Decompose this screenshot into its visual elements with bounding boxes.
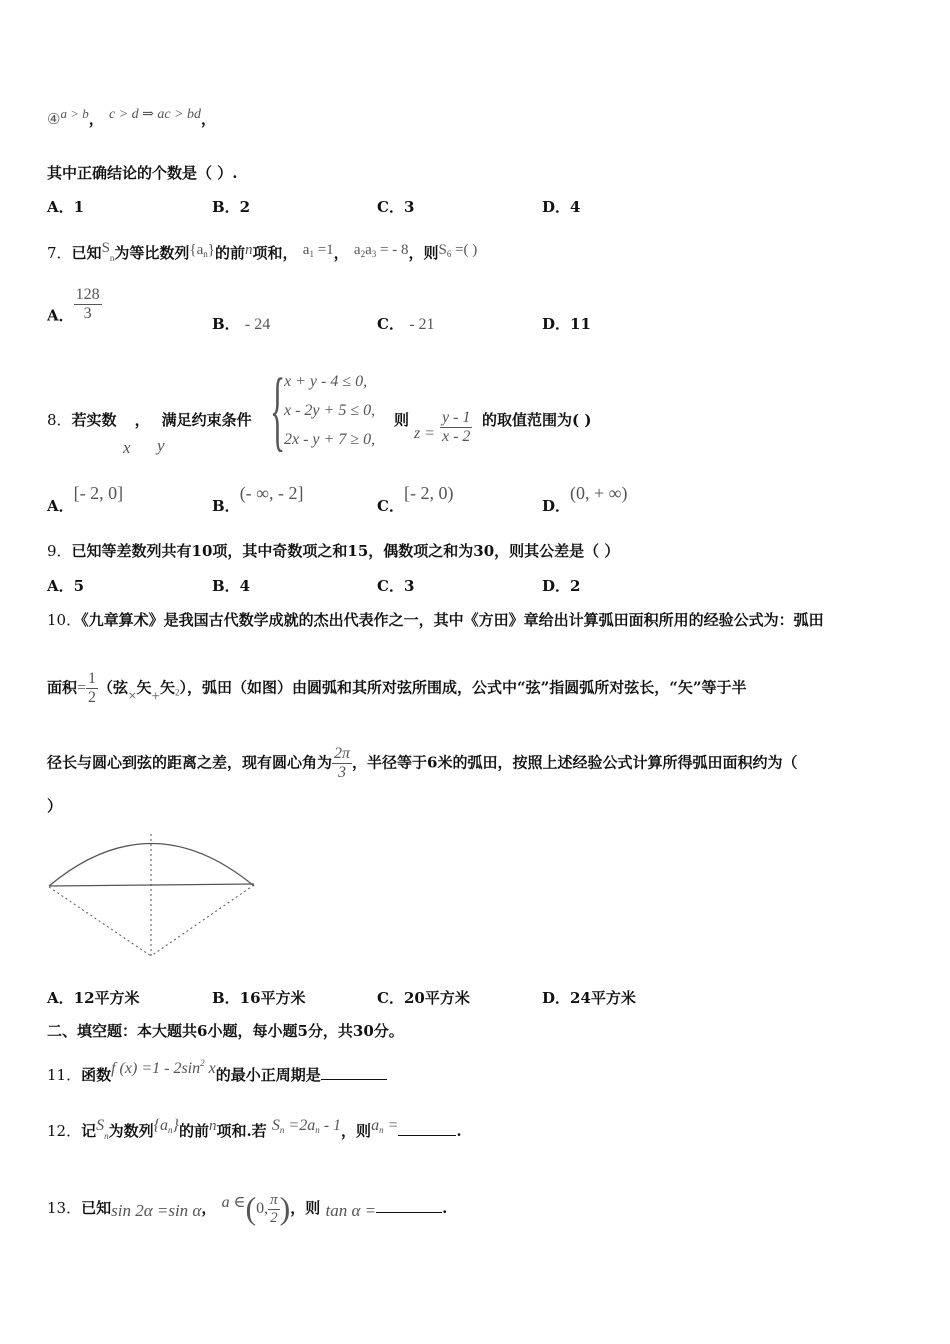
q8-comma: ，: [134, 411, 150, 429]
q10-line2-b: （弦: [98, 678, 129, 697]
q8-option-d: [542, 483, 628, 516]
q7-cond2-b: a: [365, 242, 372, 258]
q9-stem: [47, 540, 619, 561]
right-radius: [151, 885, 254, 956]
q6-item4-math1: a > b: [60, 106, 89, 121]
q7-option-b-label: B．: [212, 315, 240, 333]
q13-t2: ，则: [290, 1199, 321, 1217]
q11-number: 11．: [47, 1066, 82, 1084]
q12-n: n: [104, 1131, 109, 1141]
q8-option-a: [47, 483, 123, 516]
q12-number: 12．: [47, 1122, 82, 1140]
q7-option-b: [212, 313, 270, 334]
q10-line2-c: 矢: [136, 678, 152, 697]
q13-pi-frac: [268, 1192, 280, 1227]
q12-eq: [272, 1117, 341, 1134]
q13-comma: ，: [201, 1199, 217, 1217]
q8-option-c-value: [- 2, 0): [403, 483, 454, 503]
q10-option-a: A．12平方米: [47, 989, 140, 1007]
q13-paren-close: ): [279, 1190, 291, 1226]
q10-figure: [44, 826, 260, 962]
q12-t2: 为数列: [108, 1122, 154, 1140]
q7-stem: [47, 240, 477, 263]
q6-sep: ，: [88, 110, 104, 128]
q8-t4: 的取值范围为( ): [482, 411, 592, 429]
q9-number: 9．: [47, 542, 72, 560]
q13-pi: π: [270, 1191, 278, 1208]
q9-option-d: D．2: [542, 577, 581, 595]
q8-option-d-value: (0, + ∞): [570, 483, 628, 503]
q6-item4: [47, 106, 216, 129]
q8-option-a-value: [- 2, 0]: [73, 483, 124, 503]
q10-line4: ）: [47, 797, 63, 815]
q7-cond2-a: a: [353, 242, 361, 258]
left-radius: [49, 887, 151, 956]
q8-option-c: [377, 483, 453, 516]
q10-line3-b: ，半径等于6米的弧田，按照上述经验公式计算所得弧田面积约为（: [352, 753, 798, 772]
q8-option-c-label: C．: [377, 497, 404, 515]
q7-comma: ，: [333, 244, 349, 262]
q6-item4-math2: c > d ⇒ ac > bd: [108, 107, 202, 122]
q10-line2-d: 矢: [160, 678, 176, 697]
q7-cond1-val: =1: [317, 242, 334, 258]
q10-line3: [47, 745, 797, 782]
q12-an-n: n: [379, 1125, 384, 1135]
q8-option-b: [212, 483, 304, 516]
q8-z-den: x - 2: [442, 428, 471, 445]
q10-line2: [47, 670, 747, 707]
q13-stem: [47, 1190, 447, 1227]
q6-question: 其中正确结论的个数是（ ）.: [47, 164, 238, 182]
q12-an: [371, 1117, 398, 1134]
q10-line1-text: 《九章算术》是我国古代数学成就的杰出代表作之一，其中《方田》章给出计算弧田面积所用的经验公式为：弧田: [81, 611, 824, 629]
q10-option-c: C．20平方米: [377, 989, 470, 1007]
q7-seq: $\{a_n\}$: [189, 242, 215, 259]
q10-angle-den: 3: [338, 764, 347, 781]
q6-end: ，: [201, 110, 217, 128]
q11-func: [111, 1060, 216, 1077]
q6-option-a: A．1: [47, 198, 85, 216]
q10-half-num: 1: [88, 670, 97, 687]
q8-constraint-3: 2x - y + 7 ≥ 0,: [284, 431, 376, 448]
q9-option-a: A．5: [47, 577, 85, 595]
q7-option-b-value: - 24: [244, 316, 271, 333]
q8-stem-a: [47, 409, 252, 430]
q8-option-b-label: B．: [212, 497, 240, 515]
q8-constraint-2: x - 2y + 5 ≤ 0,: [284, 402, 376, 419]
q7-t2: 为等比数列: [114, 244, 190, 262]
q6-option-d: D．4: [542, 198, 581, 216]
q7-cond1-a: a: [302, 242, 310, 258]
q10-line3-a: 径长与圆心到弦的距离之差，现有圆心角为: [47, 753, 333, 772]
q12-eq-S: S: [271, 1117, 280, 1134]
q10-line2-e: ），弧田（如图）由圆弧和其所对弦所围成，公式中“弦”指圆弧所对弦长，“矢”等于半: [179, 678, 747, 697]
q7-S6: [438, 242, 477, 258]
q12-a: a: [160, 1117, 169, 1134]
q11-sq: 2: [200, 1058, 205, 1068]
q8-z-frac: [440, 409, 472, 446]
q10-angle: [332, 745, 352, 782]
q13-paren-open: (: [245, 1190, 257, 1226]
q7-n: n: [109, 253, 115, 263]
q7-option-c-label: C．: [377, 315, 404, 333]
q7-seq-n: n: [203, 249, 208, 259]
q8-z-num: y - 1: [442, 409, 471, 426]
q11-t2: 的最小正周期是: [215, 1066, 321, 1084]
q13-eq1: sin 2α =sin α: [111, 1201, 202, 1220]
q7-cond2-sub: 2: [360, 249, 366, 259]
q7-cond2-sub2: 3: [371, 249, 377, 259]
q7-option-a-label: A．: [47, 306, 74, 325]
q8-constraint-1: x + y - 4 ≤ 0,: [284, 373, 368, 390]
q7-nvar: n: [245, 242, 253, 258]
q7-option-c: [377, 313, 435, 334]
q12-end: .: [456, 1122, 462, 1140]
q6-option-b: B．2: [212, 198, 251, 216]
q11-f: f (x) =1 - 2sin: [111, 1060, 201, 1077]
q8-option-b-value: (- ∞, - 2]: [239, 483, 304, 503]
section2-title: 二、填空题：本大题共6小题，每小题5分，共30分。: [47, 1022, 404, 1040]
q6-item4-marker: ④: [47, 112, 61, 128]
q8-option-d-label: D．: [542, 497, 571, 515]
q10-line1: [47, 609, 824, 630]
q7-t3: 的前: [215, 244, 246, 262]
q7-S6-S: S: [438, 242, 447, 258]
q12-eq-n1: n: [279, 1125, 285, 1135]
q8-option-a-label: A．: [47, 497, 74, 515]
q12-eq-mid: =2a: [288, 1117, 316, 1134]
q8-number: 8．: [47, 411, 72, 429]
q7-option-a-num: 128: [75, 286, 100, 303]
q12-eq-tail: - 1: [323, 1117, 342, 1134]
q7-cond1-sub: 1: [309, 249, 314, 259]
q12-eq-n2: n: [315, 1125, 320, 1135]
q6-option-c: C．3: [377, 198, 415, 216]
q13-a-in: a ∈: [221, 1194, 246, 1211]
q8-var-y: y: [157, 436, 165, 455]
q10-line2-a: 面积: [47, 678, 78, 697]
q9-text: 已知等差数列共有10项，其中奇数项之和15，偶数项之和为30，则其公差是（ ）: [71, 542, 620, 560]
q12-t1: 记: [81, 1122, 97, 1140]
q7-cond1: [303, 242, 334, 258]
q7-option-c-value: - 21: [409, 316, 435, 333]
q13-two: 2: [270, 1209, 278, 1226]
q13-tan: tan α =: [325, 1201, 377, 1220]
q13-t1: 已知: [81, 1199, 112, 1217]
q11-x: x: [204, 1060, 216, 1077]
q12-nv: n: [208, 1118, 217, 1134]
q12-S: S: [96, 1117, 105, 1134]
q10-option-d: D．24平方米: [542, 989, 636, 1007]
q7-S6-sub: 6: [446, 249, 452, 259]
q9-option-b: B．4: [212, 577, 251, 595]
q7-seq-a: a: [196, 242, 204, 258]
q12-seq-n: n: [168, 1125, 173, 1135]
q10-plus: +: [151, 688, 161, 705]
q8-t2: 满足约束条件: [161, 411, 252, 429]
q11-stem: [47, 1058, 387, 1085]
q10-half-den: 2: [88, 689, 97, 706]
q12-t4: 项和.若: [216, 1122, 267, 1140]
q7-cond2: [354, 242, 409, 258]
q8-brace: {: [270, 361, 286, 460]
q10-half: [86, 670, 98, 707]
q11-blank[interactable]: [321, 1065, 387, 1080]
q9-option-c: C．3: [377, 577, 415, 595]
q7-cond2-val: = - 8: [380, 242, 409, 258]
q7-option-a: [47, 286, 102, 326]
q8-z: z =: [414, 425, 436, 442]
q13-end: .: [442, 1199, 448, 1217]
q13-number: 13．: [47, 1199, 82, 1217]
q10-angle-num: 2π: [334, 745, 351, 762]
q12-t3: 的前: [178, 1122, 209, 1140]
q8-t3: 则: [394, 411, 410, 429]
q13-blank[interactable]: [376, 1198, 442, 1213]
q12-seq: $\{a_n\}$: [153, 1117, 179, 1135]
q12-stem: [47, 1117, 462, 1141]
q7-option-a-frac: [74, 286, 102, 323]
q10-sq: 2: [175, 687, 180, 698]
q7-number: 7．: [47, 244, 72, 262]
q8-t1: 若实数: [71, 411, 117, 429]
q7-option-d: D．11: [542, 315, 591, 333]
q7-t4: 项和，: [252, 244, 298, 262]
q10-number: 10．: [47, 611, 82, 629]
q10-option-b: B．16平方米: [212, 989, 306, 1007]
q10-eq: =: [77, 679, 87, 697]
q7-t1: 已知: [71, 244, 102, 262]
q7-S: S: [101, 240, 110, 256]
q8-var-x: x: [123, 438, 131, 457]
q13-zero: 0,: [256, 1200, 269, 1217]
q7-S6-tail: =( ): [455, 242, 478, 258]
q12-t5: ，则: [341, 1122, 372, 1140]
q11-t1: 函数: [81, 1066, 112, 1084]
q7-t5: ，则: [408, 244, 439, 262]
q12-an-a: a: [371, 1117, 380, 1134]
q12-blank[interactable]: [398, 1121, 456, 1136]
q7-option-a-den: 3: [83, 305, 92, 322]
q12-eqs: =: [387, 1117, 399, 1134]
q10-times: ×: [128, 688, 137, 705]
